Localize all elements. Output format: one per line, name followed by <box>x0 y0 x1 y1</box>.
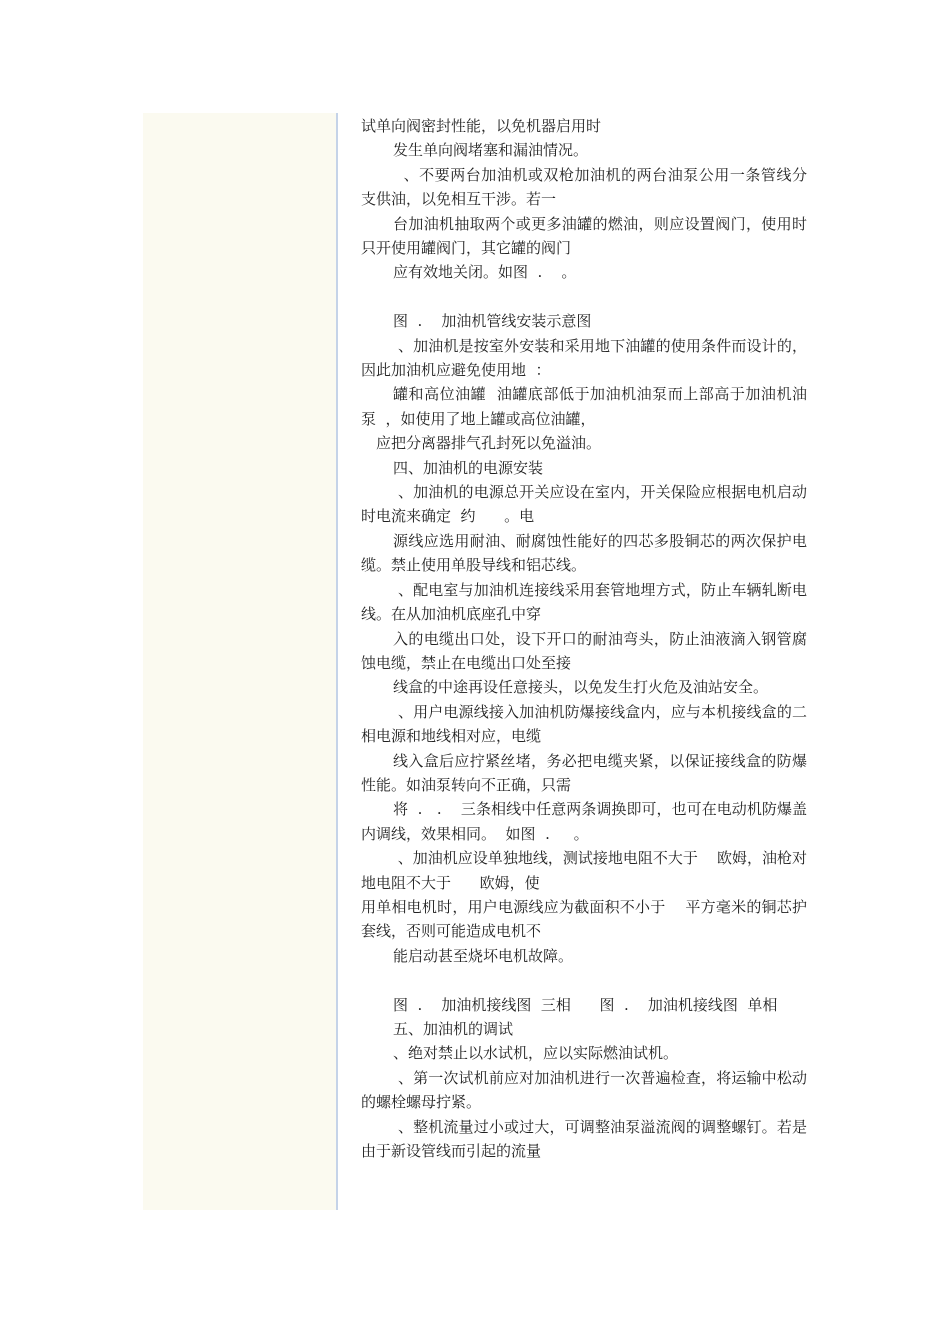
paragraph: 、第一次试机前应对加油机进行一次普遍检查，将运输中松动的螺栓螺母拧紧。 <box>361 1068 807 1112</box>
paragraph: 、绝对禁止以水试机，应以实际燃油试机。 <box>393 1044 679 1063</box>
paragraph: 、用户电源线接入加油机防爆接线盒内，应与本机接线盒的二相电源和地线相对应，电缆 <box>361 702 807 746</box>
paragraph: 线入盒后应拧紧丝堵，务必把电缆夹紧，以保证接线盒的防爆性能。如油泵转向不正确，只需 <box>361 751 807 794</box>
paragraph: 将 . . 三条相线中任意两条调换即可，也可在电动机防爆盖内调线，效果相同。 如图 . 。 <box>361 800 807 843</box>
figure-caption: 图 . 加油机接线图 三相 图 . 加油机接线图 单相 <box>393 995 778 1014</box>
paragraph: 、加油机的电源总开关应设在室内，开关保险应根据电机启动时电流来确定 约 。电 <box>361 483 807 526</box>
paragraph: 、加油机应设单独地线，测试接地电阻不大于 欧姆，油枪对地电阻不大于 欧姆，使 <box>361 849 807 892</box>
paragraph: 线盒的中途再设任意接头，以免发生打火危及油站安全。 <box>393 678 769 697</box>
paragraph: 、配电室与加油机连接线采用套管地埋方式，防止车辆轧断电线。在从加油机底座孔中穿 <box>361 580 807 624</box>
paragraph: 罐和高位油罐 油罐底部低于加油机油泵而上部高于加油机油泵 ，如使用了地上罐或高位油罐， <box>361 385 807 428</box>
section-heading: 五、加油机的调试 <box>393 1020 514 1038</box>
left-margin-panel <box>143 113 336 1210</box>
paragraph: 发生单向阀堵塞和漏油情况。 <box>393 141 589 160</box>
figure-caption: 图 . 加油机管线安装示意图 <box>393 312 592 331</box>
paragraph: 、整机流量过小或过大，可调整油泵溢流阀的调整螺钉。若是由于新设管线而引起的流量 <box>361 1117 807 1161</box>
blank-line <box>361 968 807 992</box>
paragraph: 应把分离器排气孔封死以免溢油。 <box>376 434 602 453</box>
paragraph: 入的电缆出口处，设下开口的耐油弯头，防止油液滴入钢管腐蚀电缆，禁止在电缆出口处至接 <box>361 629 807 672</box>
section-heading: 四、加油机的电源安装 <box>393 458 544 477</box>
blank-line <box>361 285 807 309</box>
paragraph: 试单向阀密封性能，以免机器启用时 <box>361 117 602 135</box>
paragraph: 源线应选用耐油、耐腐蚀性能好的四芯多股铜芯的两次保护电缆。禁止使用单股导线和铝芯线。 <box>361 531 807 575</box>
column-divider <box>336 113 338 1210</box>
paragraph: 用单相电机时，用户电源线应为截面积不小于 平方毫米的铜芯护套线，否则可能造成电机不 <box>361 897 807 941</box>
paragraph: 、不要两台加油机或双枪加油机的两台油泵公用一条管线分支供油，以免相互干涉。若一 <box>361 165 807 209</box>
paragraph: 、加油机是按室外安装和采用地下油罐的使用条件而设计的，因此加油机应避免使用地 ： <box>361 336 807 380</box>
document-body <box>361 114 807 1163</box>
paragraph: 台加油机抽取两个或更多油罐的燃油，则应设置阀门，使用时只开使用罐阀门，其它罐的阀门 <box>361 214 807 258</box>
paragraph: 能启动甚至烧坏电机故障。 <box>393 946 574 965</box>
paragraph: 应有效地关闭。如图 . 。 <box>393 263 577 282</box>
